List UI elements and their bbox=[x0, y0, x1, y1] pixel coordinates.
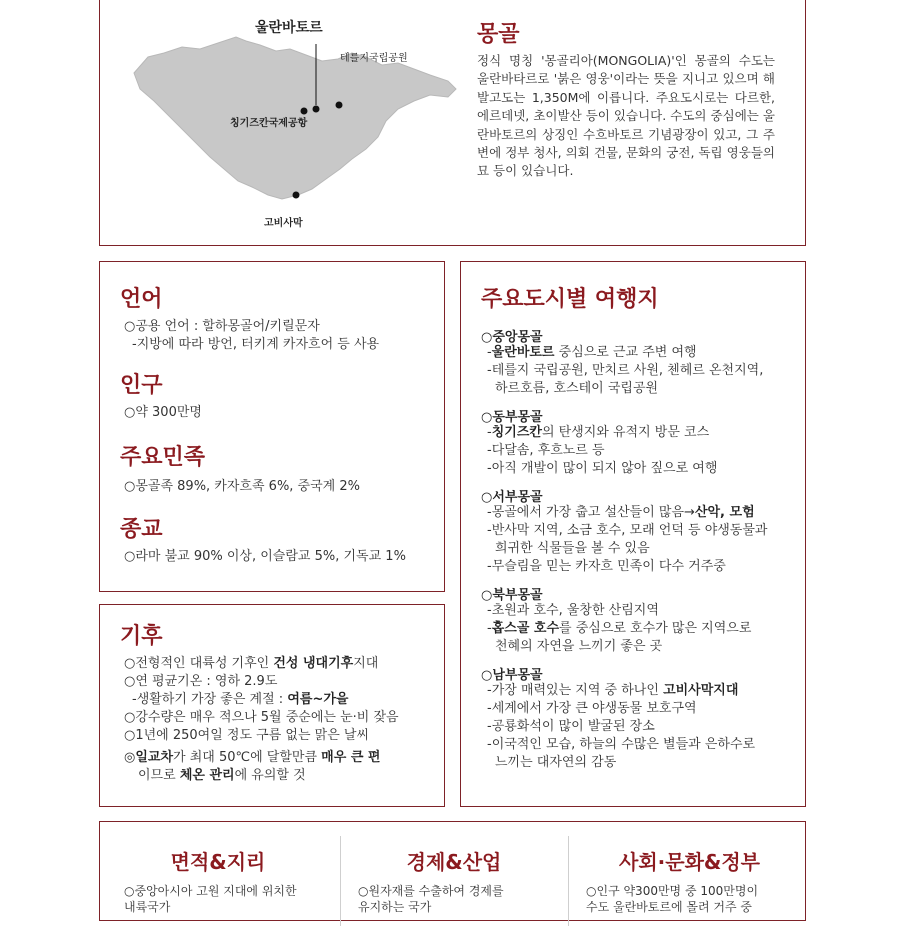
economy-industry-title: 경제&산업 bbox=[406, 850, 502, 874]
north-mongolia-heading: ○북부몽골 bbox=[481, 588, 543, 603]
economy-industry-line-1: ○원자재를 수출하여 경제를 bbox=[358, 884, 504, 898]
area-geography-title: 면적&지리 bbox=[170, 850, 266, 874]
population-title: 인구 bbox=[120, 373, 163, 398]
central-line-3: 하르호름, 호스테이 국립공원 bbox=[495, 381, 659, 396]
central-mongolia-heading: ○중앙몽골 bbox=[481, 330, 543, 345]
language-title: 언어 bbox=[120, 287, 163, 312]
climate-line-3: -생활하기 가장 좋은 계절 : 여름~가을 bbox=[132, 692, 349, 707]
mongolia-description: 정식 명칭 '몽골리아(MONGOLIA)'인 몽골의 수도는 울란바타르로 '붉은 영웅'이라는 뜻을 지니고 있으며 해발고도는 1,350M에 이릅니다. 주요도시로는 다르한, 에르데넷, 초이발산 등이 있습니다. 수도의 중심에는 울란바토르의 상징인 수흐바토르 기념광장이 있고, 그 주변에 정부 청사, 의회 건물, 문화의 궁전, 독립 영웅들의 묘 등이 있습니다. bbox=[477, 53, 775, 179]
south-line-4: -이국적인 모습, 하늘의 수많은 별들과 은하수로 bbox=[487, 737, 756, 752]
west-line-1: -몽골에서 가장 춥고 설산들이 많음→산악, 모험 bbox=[487, 505, 755, 520]
central-line-1: -울란바토르 중심으로 근교 주변 여행 bbox=[487, 345, 697, 360]
west-mongolia-heading: ○서부몽골 bbox=[481, 490, 543, 505]
south-line-3: -공룡화석이 많이 발굴된 장소 bbox=[487, 719, 655, 734]
climate-line-6: ◎일교차가 최대 50℃에 달할만큼 매우 큰 편 bbox=[124, 750, 381, 765]
ethnic-line-1: ○몽골족 89%, 카자흐족 6%, 중국계 2% bbox=[124, 479, 360, 494]
religion-title: 종교 bbox=[120, 517, 163, 542]
ulaanbaatar-marker bbox=[313, 106, 320, 113]
language-line-2: -지방에 따라 방언, 터키계 카자흐어 등 사용 bbox=[132, 337, 380, 352]
column-divider bbox=[568, 836, 569, 926]
map-label-ulaanbaatar: 울란바토르 bbox=[255, 20, 323, 36]
north-line-1: -초원과 호수, 울창한 산림지역 bbox=[487, 603, 659, 618]
basic-info-panel bbox=[99, 261, 445, 592]
south-line-5: 느끼는 대자연의 감동 bbox=[495, 755, 617, 770]
travel-title: 주요도시별 여행지 bbox=[481, 287, 659, 312]
east-mongolia-heading: ○동부몽골 bbox=[481, 410, 543, 425]
population-line-1: ○약 300만명 bbox=[124, 405, 202, 420]
climate-line-5: ○1년에 250여일 정도 구름 없는 맑은 날씨 bbox=[124, 728, 370, 743]
west-line-3: 희귀한 식물들을 볼 수 있음 bbox=[495, 541, 650, 556]
gobi-marker bbox=[293, 192, 300, 199]
economy-industry-line-2: 유지하는 국가 bbox=[358, 900, 432, 914]
north-line-3: 천혜의 자연을 느끼기 좋은 곳 bbox=[495, 639, 663, 654]
climate-panel bbox=[99, 604, 445, 807]
terelj-marker bbox=[336, 102, 343, 109]
religion-line-1: ○라마 불교 90% 이상, 이슬람교 5%, 기독교 1% bbox=[124, 549, 406, 564]
east-line-3: -아직 개발이 많이 되지 않아 짚으로 여행 bbox=[487, 461, 718, 476]
central-line-2: -테를지 국립공원, 만치르 사원, 첸헤르 온천지역, bbox=[487, 363, 764, 378]
area-geography-line-1: ○중앙아시아 고원 지대에 위치한 bbox=[124, 884, 297, 898]
society-culture-line-1: ○인구 약300만명 중 100만명이 bbox=[586, 884, 759, 898]
south-line-1: -가장 매력있는 지역 중 하나인 고비사막지대 bbox=[487, 683, 739, 698]
climate-line-1: ○전형적인 대륙성 기후인 건성 냉대기후지대 bbox=[124, 656, 379, 671]
climate-line-4: ○강수량은 매우 적으나 5월 중순에는 눈·비 잦음 bbox=[124, 710, 399, 725]
west-line-2: -반사막 지역, 소금 호수, 모래 언덕 등 야생동물과 bbox=[487, 523, 768, 538]
area-geography-line-2: 내륙국가 bbox=[124, 900, 171, 914]
mongolia-overview-panel bbox=[99, 0, 806, 246]
society-culture-line-2: 수도 울란바토르에 몰려 거주 중 bbox=[586, 900, 752, 914]
climate-line-2: ○연 평균기온 : 영하 2.9도 bbox=[124, 674, 278, 689]
west-line-4: -무슬림을 믿는 카자흐 민족이 다수 거주중 bbox=[487, 559, 726, 574]
map-label-terelj: 테를지국립공원 bbox=[340, 53, 408, 64]
ethnic-title: 주요민족 bbox=[120, 445, 206, 470]
south-mongolia-heading: ○남부몽골 bbox=[481, 668, 543, 683]
north-line-2: -홉스골 호수를 중심으로 호수가 많은 지역으로 bbox=[487, 621, 752, 636]
east-line-1: -칭기즈칸의 탄생지와 유적지 방문 코스 bbox=[487, 425, 710, 440]
map-label-airport: 칭기즈칸국제공항 bbox=[230, 118, 308, 129]
summary-columns-panel bbox=[99, 821, 806, 921]
climate-title: 기후 bbox=[120, 624, 163, 649]
society-culture-government-title: 사회·문화&정부 bbox=[619, 850, 760, 874]
climate-line-7: 이므로 체온 관리에 유의할 것 bbox=[138, 768, 306, 783]
language-line-1: ○공용 언어 : 할하몽골어/키릴문자 bbox=[124, 319, 320, 334]
mongolia-map bbox=[130, 9, 460, 239]
mongolia-title: 몽골 bbox=[477, 22, 520, 47]
east-line-2: -다달솜, 후흐노르 등 bbox=[487, 443, 605, 458]
south-line-2: -세계에서 가장 큰 야생동물 보호구역 bbox=[487, 701, 697, 716]
map-label-gobi: 고비사막 bbox=[264, 218, 303, 229]
travel-destinations-panel bbox=[460, 261, 806, 807]
